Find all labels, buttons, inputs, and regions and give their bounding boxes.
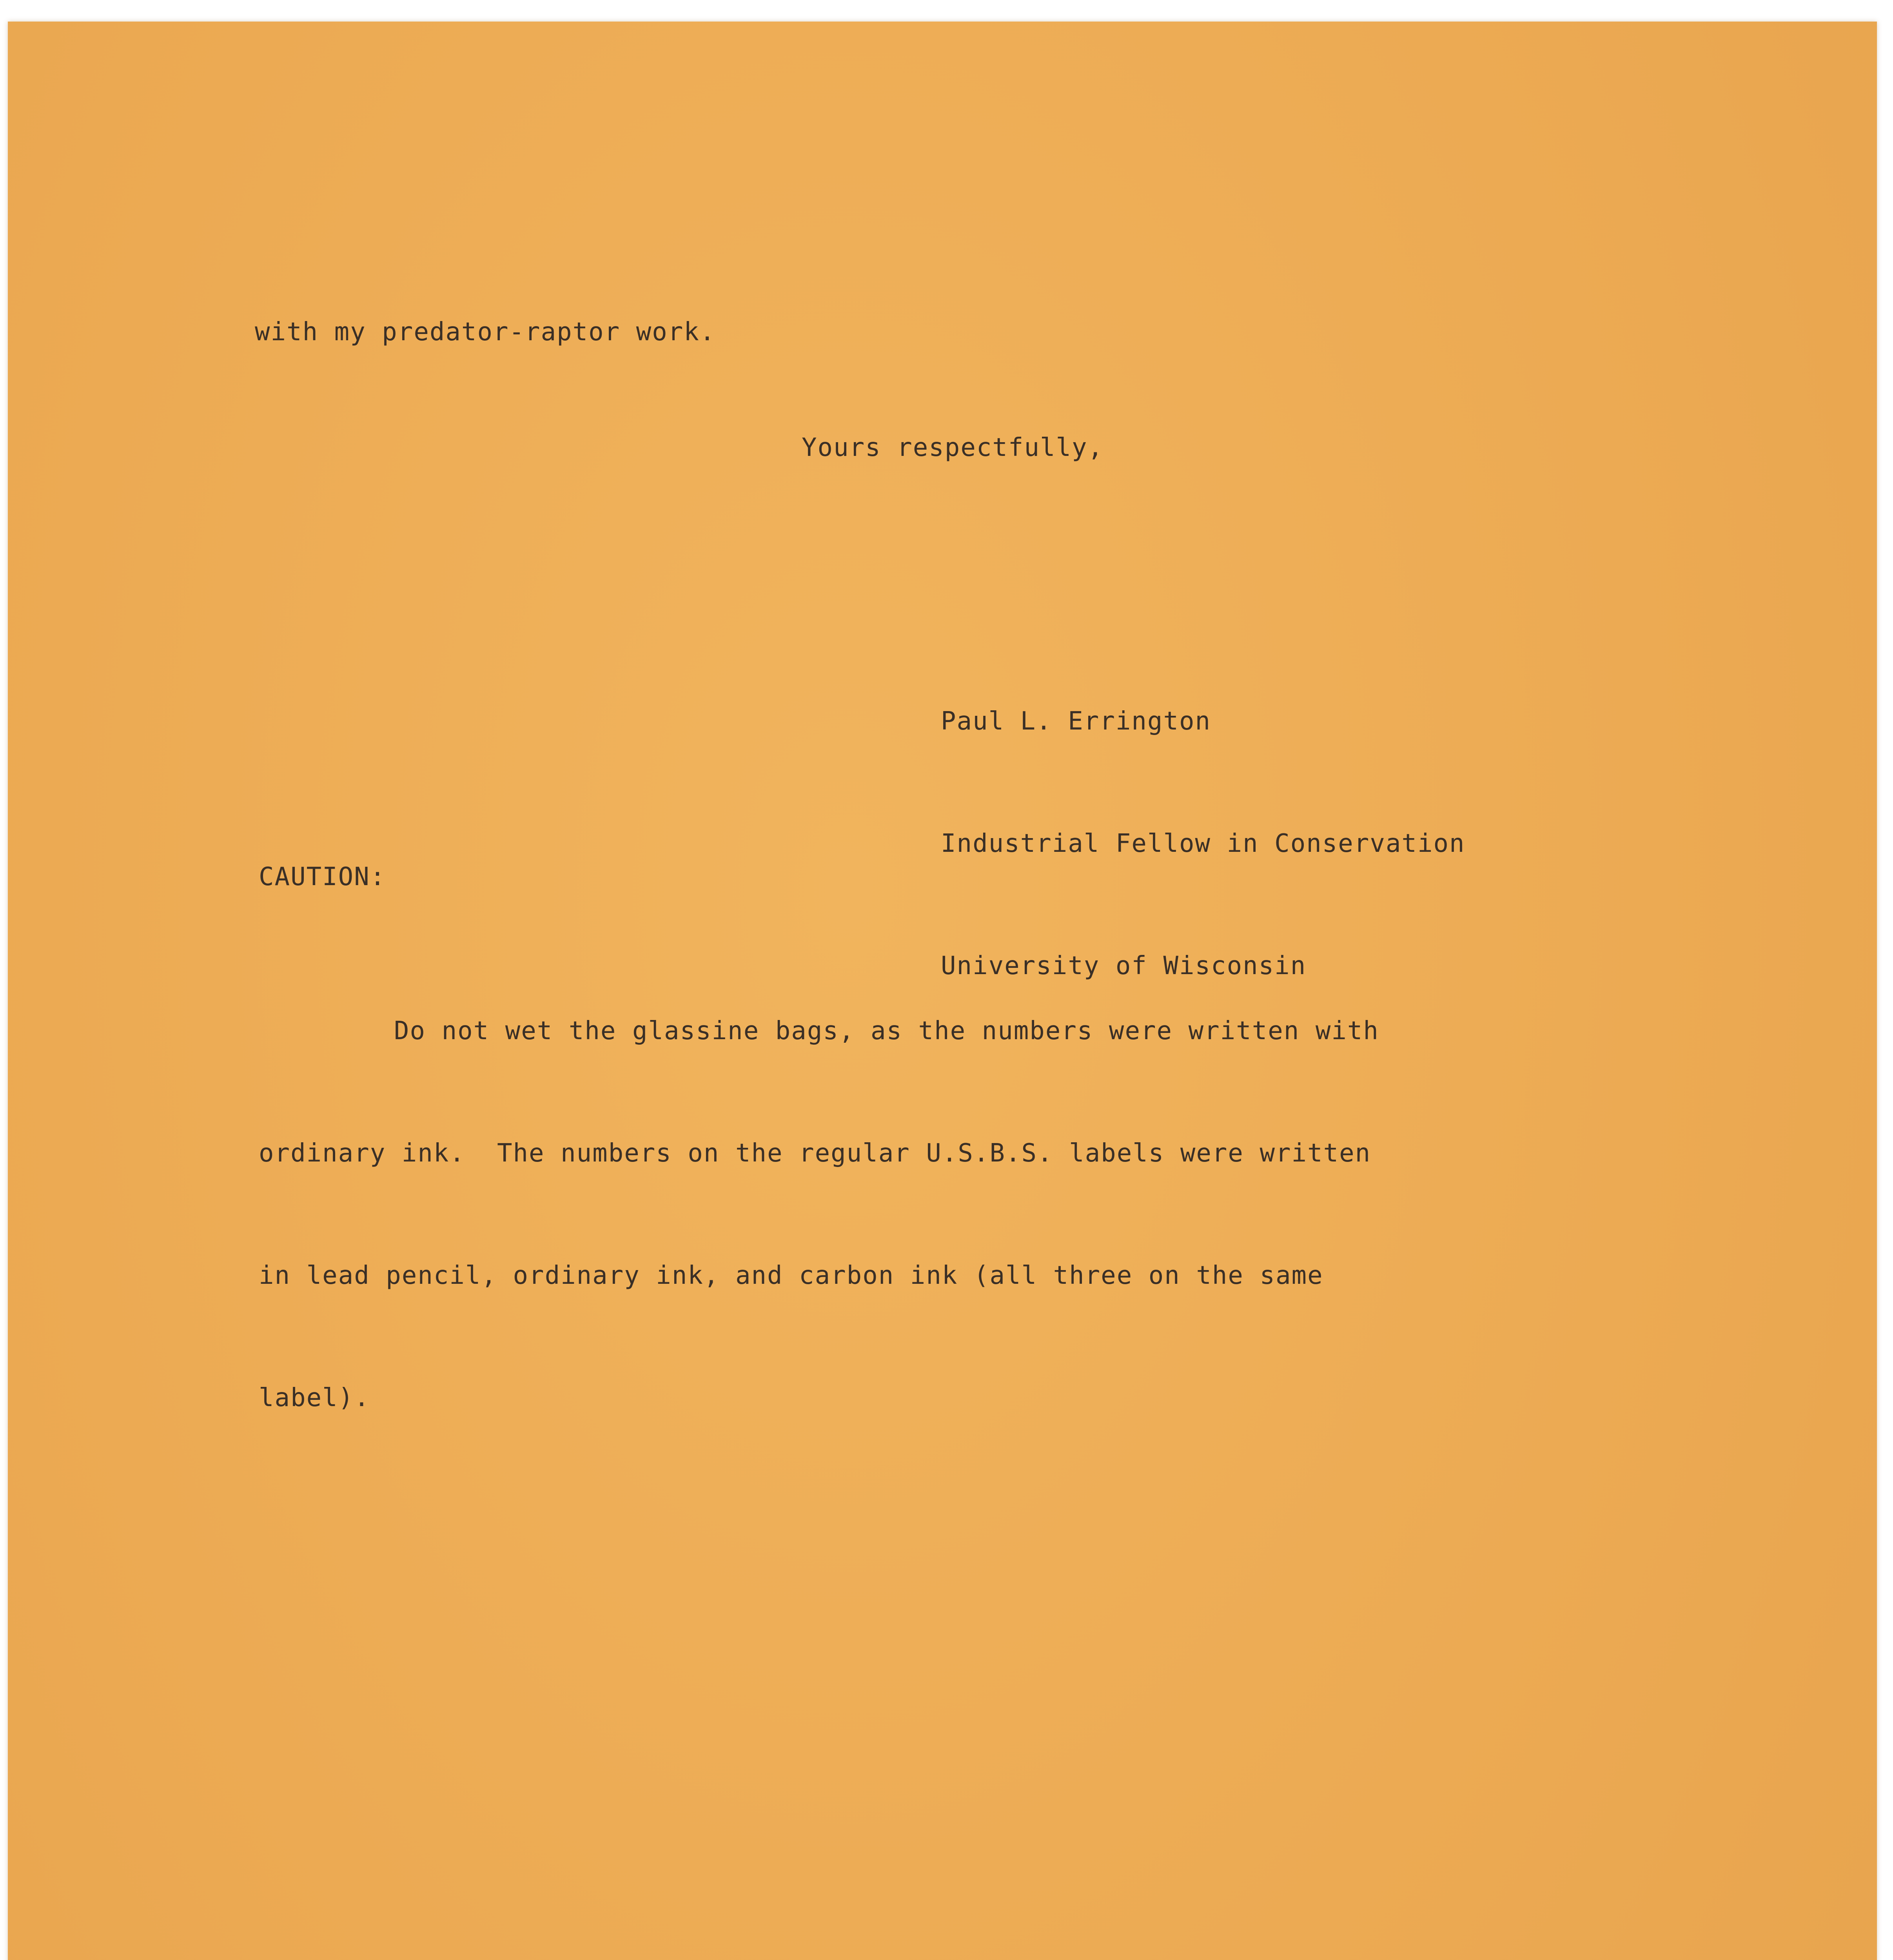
caution-line: label). (259, 1383, 370, 1412)
signer-name: Paul L. Errington (941, 707, 1211, 736)
caution-line: Do not wet the glassine bags, as the numbers were written with (394, 1016, 1379, 1045)
caution-line: ordinary ink. The numbers on the regular U.S.B.S. labels were written (259, 1139, 1371, 1168)
closing-line: with my predator-raptor work. (255, 318, 716, 347)
caution-heading: CAUTION: (259, 862, 386, 891)
signer-institution: University of Wisconsin (941, 951, 1307, 980)
caution-paragraph (259, 929, 1379, 1500)
caution-line: in lead pencil, ordinary ink, and carbon ink (all three on the same (259, 1261, 1323, 1290)
signer-title: Industrial Fellow in Conservation (941, 829, 1465, 858)
valediction: Yours respectfully, (802, 433, 1104, 462)
paper-sheet (8, 22, 1877, 1960)
